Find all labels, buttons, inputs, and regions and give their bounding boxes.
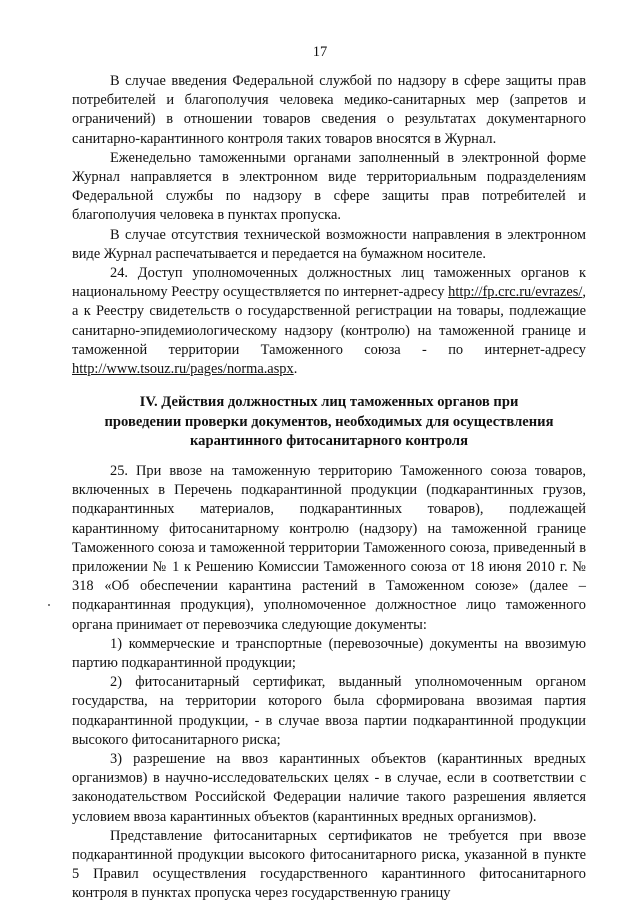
margin-mark [48, 604, 50, 606]
paragraph-paper-journal: В случае отсутствия технической возможности направления в электронном виде Журнал распечатывается и передается на бумажном носителе. [72, 226, 586, 262]
paragraph-24-text-1: 24. Доступ уполномоченных должностных лиц таможенных органов к национальному Реестру осуществляется по интернет-адресу [72, 265, 586, 301]
section-heading-line-1: IV. Действия должностных лиц таможенных органов при [139, 394, 519, 410]
paragraph-sanitary-measures: В случае введения Федеральной службой по надзору в сфере защиты прав потребителей и благополучия человека медико-санитарных мер (запретов и ограничений) в отношении товаров сведения о результатах документарного санитарно-карантинного контроля таких товаров вносятся в Журнал. [72, 73, 586, 147]
section-heading-line-2: проведении проверки документов, необходимых для осуществления [104, 413, 554, 430]
list-item-1-commercial-docs: 1) коммерческие и транспортные (перевозочные) документы на ввозимую партию подкарантинной продукции; [72, 635, 586, 672]
list-item-3-import-permit: 3) разрешение на ввоз карантинных объектов (карантинных вредных организмов) в научно-исследовательских целях - в случае, если в соответствии с законодательством Российской Федерации наличие такого разрешения является условием ввоза карантинных объектов (карантинных вредных организмов). [72, 751, 586, 825]
paragraph-24-registry-access [72, 264, 586, 379]
registry-link-tsouz[interactable]: http://www.tsouz.ru/pages/norma.aspx [72, 361, 294, 378]
section-heading-line-3: карантинного фитосанитарного контроля [189, 433, 468, 450]
paragraph-certificate-exemption: Представление фитосанитарных сертификатов не требуется при ввозе подкарантинной продукции высокого фитосанитарного риска, указанной в пункте 5 Правил осуществления государственного карантинного фитосанитарного контроля в пунктах пропуска через государственную границу [72, 827, 586, 902]
text-block-top [72, 72, 586, 379]
registry-link-fp-crc[interactable]: http://fp.crc.ru/evrazes/ [448, 284, 583, 301]
paragraph-25-import: 25. При ввозе на таможенную территорию Таможенного союза товаров, включенных в Перечень подкарантинной продукции (подкарантинных грузов, подкарантинных материалов, подкарантинных товаров), подлежащей карантинному фитосанитарному контролю (надзору) на таможенной границе Таможенного союза и таможенной территории Таможенного союза, приведенный в приложении № 1 к Решению Комиссии Таможенного союза от 18 июня 2010 г. № 318 «Об обеспечении карантина растений в Таможенном союзе» (далее – подкарантинная продукция), уполномоченное должностное лицо таможенного органа принимает от перевозчика следующие документы: [72, 463, 586, 633]
text-block-bottom [72, 462, 586, 904]
page-number: 17 [312, 44, 328, 60]
paragraph-weekly-journal: Еженедельно таможенными органами заполненный в электронной форме Журнал направляется в электронном виде территориальным подразделениям Федеральной службы по надзору в сфере защиты прав потребителей и благополучия человека в пунктах пропуска. [72, 149, 586, 224]
list-item-2-phytosanitary-certificate: 2) фитосанитарный сертификат, выданный уполномоченным органом государства, на территории которого была сформирована ввозимая партия подкарантинной продукции, - в случае ввоза партии подкарантинной продукции высокого фитосанитарного риска; [72, 674, 586, 748]
paragraph-24-text-2: , а к Реестру свидетельств о государственной регистрации на товары, подлежащие санитарно-эпидемиологическому надзору (контролю) на таможенной границе и таможенной территории Таможенного союза - по интернет-адресу [72, 284, 586, 358]
section-heading [72, 393, 586, 452]
paragraph-24-end: . [293, 361, 298, 378]
